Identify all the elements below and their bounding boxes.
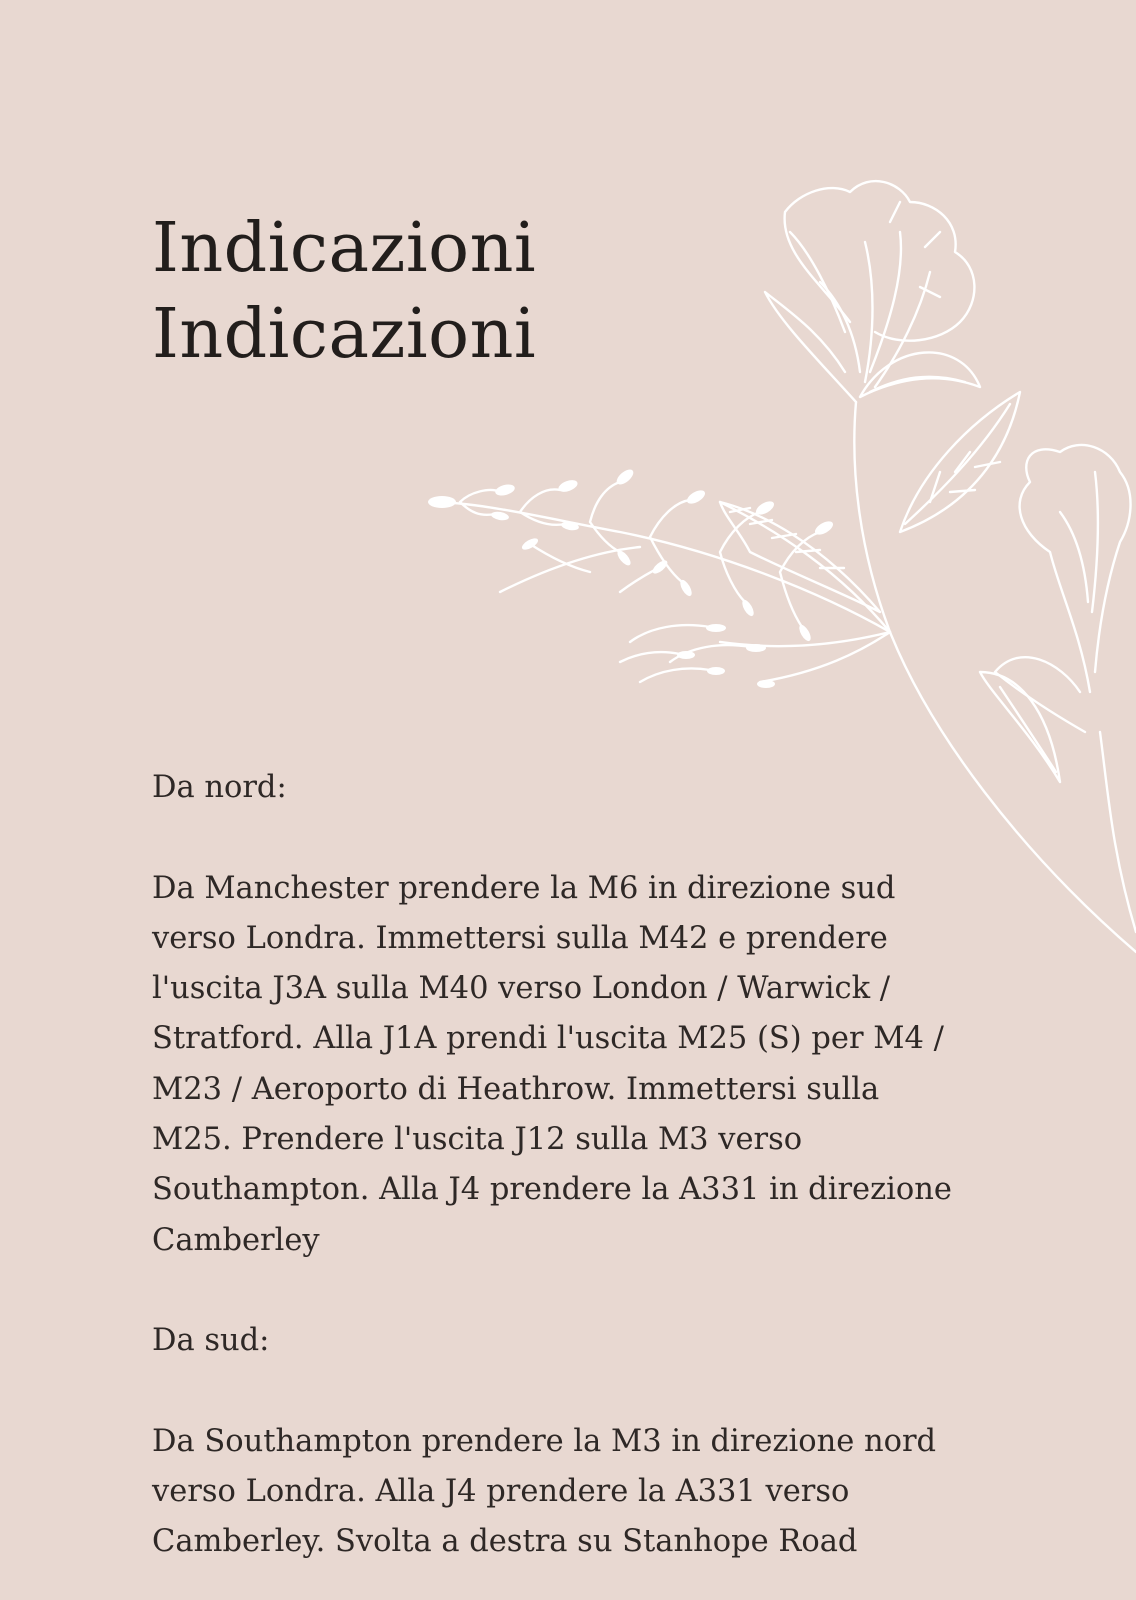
spacer xyxy=(152,1367,952,1417)
north-directions-text: Da Manchester prendere la M6 in direzione sud verso Londra. Immettersi sulla M42 e prendere l'uscita J3A sulla M40 verso London / Warwick / Stratford. Alla J1A prendi l'uscita M25 (S) per M4 / M23 / Aeroporto di Heathrow. Immettersi sulla M25. Prendere l'uscita J12 sulla M3 verso Southampton. Alla J4 prendere la A331 in direzione Camberley xyxy=(152,870,952,1258)
page-title xyxy=(152,206,536,378)
south-directions-text: Da Southampton prendere la M3 in direzione nord verso Londra. Alla J4 prendere la A331 verso Camberley. Svolta a destra su Stanhope Road xyxy=(152,1423,937,1560)
title-line-1: Indicazioni xyxy=(152,209,537,288)
south-heading: Da sud: xyxy=(152,1323,270,1359)
north-heading: Da nord: xyxy=(152,770,287,805)
title-line-2: Indicazioni xyxy=(152,295,537,374)
spacer xyxy=(152,813,952,863)
spacer xyxy=(152,1266,952,1316)
directions-content xyxy=(152,763,952,1568)
